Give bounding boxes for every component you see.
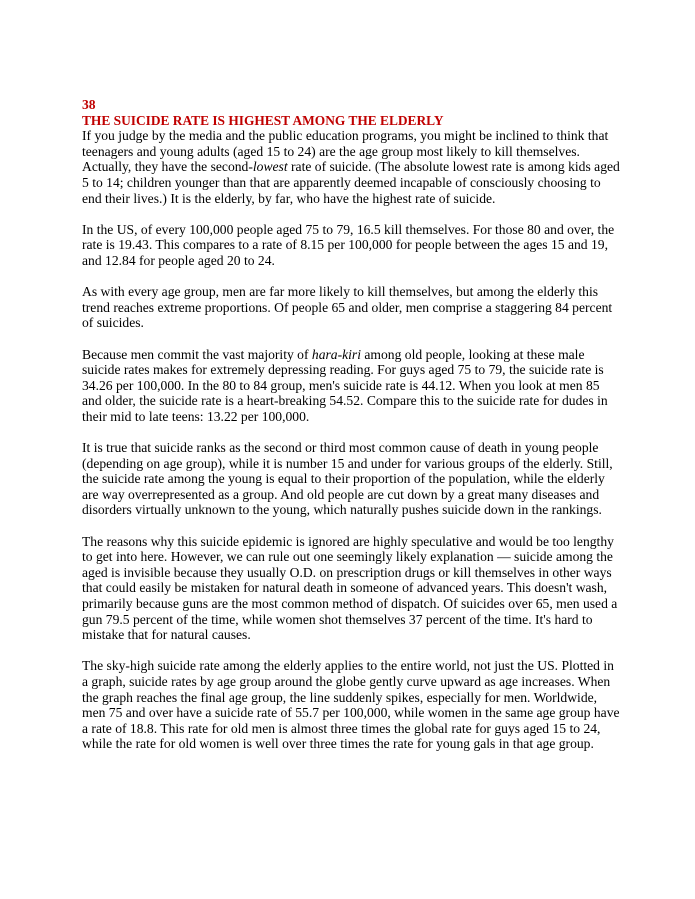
paragraph-4-emphasis: hara-kiri <box>311 346 361 362</box>
paragraph-1 <box>82 128 622 206</box>
document-page <box>82 97 622 768</box>
paragraph-1-text-a: If you judge by the media and the public education programs, you might be inclined to think that teenagers and young adults (aged 15 to 24) are the age group most likely to kill themselves. Actually, they have the second- <box>82 128 609 175</box>
paragraph-5: It is true that suicide ranks as the second or third most common cause of death in young people (depending on age group), while it is number 15 and under for various groups of the elderly. Still, the suicide rate among the young is equal to their proportion of the population, while the elderly are way overrepresented as a group. And old people are cut down by a great many diseases and disorders virtually unknown to the young, which naturally pushes suicide down in the rankings. <box>82 440 613 518</box>
paragraph-4-text-a: Because men commit the vast majority of <box>82 346 312 362</box>
section-title: THE SUICIDE RATE IS HIGHEST AMONG THE ELDERLY <box>82 112 444 128</box>
paragraph-6: The reasons why this suicide epidemic is ignored are highly speculative and would be too lengthy to get into here. However, we can rule out one seemingly likely explanation — suicide among the aged is invisible because they usually O.D. on prescription drugs or kill themselves in other ways that could easily be mistaken for natural death in someone of advanced years. This doesn't wash, primarily because guns are the most common method of dispatch. Of suicides over 65, men used a gun 79.5 percent of the time, while women shot themselves 37 percent of the time. It's hard to mistake that for natural causes. <box>82 533 618 643</box>
paragraph-1-emphasis: lowest <box>252 159 288 175</box>
paragraph-4 <box>82 347 622 425</box>
paragraph-1-text-b: rate of suicide. (The absolute lowest rate is among kids aged 5 to 14; children younger than that are apparently deemed incapable of consciously choosing to end their lives.) It is the elderly, by far, who have the highest rate of suicide. <box>82 159 620 206</box>
paragraph-4-text-b: among old people, looking at these male suicide rates makes for extremely depressing reading. For guys aged 75 to 79, the suicide rate is 34.26 per 100,000. In the 80 to 84 group, men's suicide rate is 44.12. When you look at men 85 and older, the suicide rate is a heart-breaking 54.52. Compare this to the suicide rate for dudes in their mid to late teens: 13.22 per 100,000. <box>82 346 608 424</box>
paragraph-7: The sky-high suicide rate among the elderly applies to the entire world, not just the US. Plotted in a graph, suicide rates by age group around the globe gently curve upward as age increases. When the graph reaches the final age group, the line suddenly spikes, especially for men. Worldwide, men 75 and over have a suicide rate of 55.7 per 100,000, while women in the same age group have a rate of 18.8. This rate for old men is almost three times the global rate for guys aged 15 to 24, while the rate for old women is well over three times the rate for young gals in that age group. <box>82 658 620 752</box>
paragraph-2: In the US, of every 100,000 people aged 75 to 79, 16.5 kill themselves. For those 80 and over, the rate is 19.43. This compares to a rate of 8.15 per 100,000 for people between the ages 15 and 19, and 12.84 for people aged 20 to 24. <box>82 221 615 268</box>
paragraph-3: As with every age group, men are far more likely to kill themselves, but among the elderly this trend reaches extreme proportions. Of people 65 and older, men comprise a staggering 84 percent of suicides. <box>82 284 613 331</box>
section-number: 38 <box>82 97 96 112</box>
